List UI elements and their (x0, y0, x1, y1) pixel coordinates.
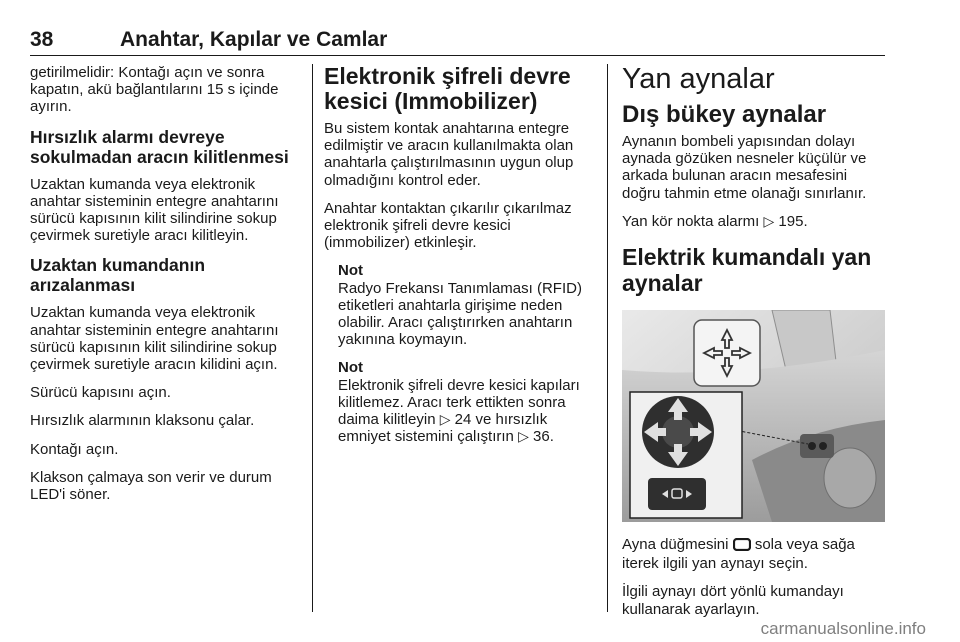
mirror-select-text: Ayna düğmesini (622, 536, 729, 554)
ignition-paragraph: Kontağı açın. (30, 440, 119, 458)
failure-paragraph: Uzaktan kumanda veya elektronik anahtar sisteminin entegre anahtarını sürücü kapısının kilit silindirine sokup çevirmek suretiyle aracın kilidini açın. (30, 304, 279, 374)
page-ref-link[interactable]: 195 (778, 212, 804, 230)
header-rule (30, 55, 885, 56)
blind-spot-punctuation: . (803, 212, 808, 230)
intro-paragraph: getirilmelidir: Kontağı açın ve sonra kapatın, akü bağlantılarını 15 s içinde ayırın. (30, 64, 279, 116)
section-title: Yan aynalar (622, 63, 775, 95)
convex-paragraph: Aynanın bombeli yapısından dolayı aynada gözüken nesneler küçülür ve arkada bulunan aracın mesafesini doğru tahmin etme olanağı sınırlanır. (622, 133, 867, 202)
column-left (30, 64, 302, 514)
column-right (622, 64, 885, 629)
blind-spot-text: Yan kör nokta alarmı (622, 212, 760, 230)
mirror-switch-icon (733, 538, 751, 555)
mirror-control-illustration (622, 310, 885, 522)
blind-spot-paragraph (622, 213, 885, 230)
note-label: Not (338, 359, 363, 377)
note-text: ve hırsızlık emniyet sistemini çalıştırın (338, 411, 548, 446)
page-number: 38 (30, 28, 54, 51)
immobilizer-heading: Elektronik şifreli devre kesici (Immobilizer) (324, 63, 571, 114)
page-ref-link[interactable]: 24 (454, 411, 472, 429)
note-locking (324, 359, 594, 445)
page-header (30, 28, 885, 54)
electric-mirrors-heading: Elektrik kumandalı yan aynalar (622, 244, 872, 297)
column-divider-2 (607, 64, 608, 612)
running-title: Anahtar, Kapılar ve Camlar (120, 28, 388, 51)
door-paragraph: Sürücü kapısını açın. (30, 384, 171, 402)
alarm-heading: Hırsızlık alarmı devreye sokulmadan aracın kilitlenmesi (30, 126, 289, 167)
column-divider-1 (312, 64, 313, 612)
immobilizer-paragraph-2: Anahtar kontaktan çıkarılır çıkarılmaz elektronik şifreli devre kesici (immobilizer) etkinleşir. (324, 199, 572, 252)
mirror-control-illustration-svg (622, 310, 885, 522)
page-ref-arrow-icon: ▷ (763, 212, 775, 229)
convex-heading: Dış bükey aynalar (622, 101, 827, 128)
horn-paragraph: Hırsızlık alarmının klaksonu çalar. (30, 412, 255, 430)
page-ref-link[interactable]: 36 (533, 428, 550, 446)
note-rfid (324, 262, 594, 348)
immobilizer-paragraph-1: Bu sistem kontak anahtarına entegre edilmiştir ve aracın kullanılmakta olan anahtarla çalıştırılmasının uygun olup olmadığını kontrol eder. (324, 120, 574, 189)
note-text: Radyo Frekansı Tanımlaması (RFID) etiketleri anahtarla girişime neden olabilir. Aracı çalıştırırken anahtarın yakınına koymayın. (338, 279, 582, 349)
mirror-select-paragraph (622, 536, 885, 572)
page-ref-arrow-icon: ▷ (518, 428, 529, 445)
note-punctuation: . (549, 428, 554, 446)
page-ref-arrow-icon: ▷ (439, 411, 451, 428)
mirror-select-text: sola veya sağa iterek ilgili yan aynayı seçin. (622, 536, 855, 573)
note-label: Not (338, 262, 363, 280)
failure-heading: Uzaktan kumandanın arızalanması (30, 255, 206, 296)
led-paragraph: Klakson çalmaya son verir ve durum LED'i söner. (30, 468, 272, 504)
alarm-paragraph: Uzaktan kumanda veya elektronik anahtar sisteminin entegre anahtarını sürücü kapısının kilit silindirine sokup çevirmek suretiyle aracı kilitleyin. (30, 175, 279, 245)
note-text: Elektronik şifreli devre kesici kapıları kilitlemez. Aracı terk ettikten sonra daima kilitleyin (338, 376, 580, 429)
mirror-adjust-paragraph: İlgili aynayı dört yönlü kumandayı kullanarak ayarlayın. (622, 583, 844, 618)
watermark: carmanualsonline.info (760, 619, 926, 638)
column-middle (324, 64, 594, 456)
